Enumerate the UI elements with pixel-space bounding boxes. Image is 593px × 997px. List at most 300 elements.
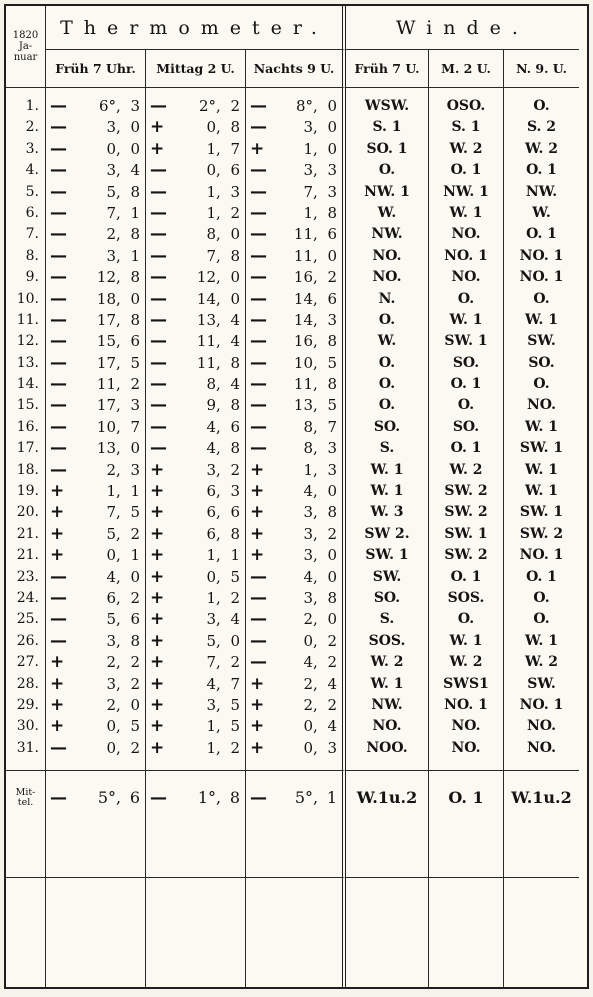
temp-sign: — bbox=[50, 438, 67, 459]
temp-comma: , bbox=[216, 567, 221, 586]
day-number: 1. bbox=[25, 98, 39, 114]
temp-cell bbox=[46, 502, 145, 523]
temp-integer: 14 bbox=[293, 289, 313, 308]
temp-sign: — bbox=[150, 96, 167, 116]
day-number: 23. bbox=[16, 568, 39, 585]
temp-cell bbox=[146, 160, 245, 181]
temp-sign: + bbox=[50, 694, 65, 715]
temp-comma: , bbox=[116, 460, 121, 479]
temp-decimal: 0 bbox=[130, 695, 140, 714]
temp-cell bbox=[146, 502, 245, 523]
temp-sign: — bbox=[150, 181, 167, 202]
temp-sign: — bbox=[50, 138, 67, 159]
wind-cell: O. bbox=[378, 376, 396, 393]
temp-sign: — bbox=[250, 331, 267, 352]
temp-decimal: 8 bbox=[130, 268, 140, 287]
temp-integer: 18 bbox=[96, 289, 116, 308]
temp-integer: 13 bbox=[96, 439, 116, 458]
temp-cell bbox=[146, 738, 245, 759]
temp-comma: , bbox=[116, 139, 121, 158]
mean-wind-value: W.1u.2 bbox=[356, 788, 418, 807]
temp-comma: , bbox=[216, 695, 221, 714]
temp-comma: , bbox=[116, 332, 121, 351]
temp-decimal: 8 bbox=[327, 588, 337, 607]
temp-sign: — bbox=[250, 160, 267, 181]
temp-comma: , bbox=[216, 631, 221, 650]
temp-integer: 0 bbox=[206, 118, 216, 137]
temp-cell bbox=[146, 96, 245, 117]
temp-integer: 2 bbox=[106, 225, 116, 244]
temp-integer: 5 bbox=[106, 182, 116, 201]
temp-cell bbox=[246, 395, 342, 416]
temp-cell bbox=[246, 738, 342, 759]
temp-cell bbox=[46, 787, 145, 809]
temp-comma: , bbox=[216, 225, 221, 244]
temp-decimal: 2 bbox=[230, 653, 240, 672]
wind-cell: O. bbox=[533, 290, 550, 307]
temp-cell bbox=[246, 545, 342, 566]
temp-comma: , bbox=[116, 439, 121, 458]
temp-cell bbox=[46, 716, 145, 737]
wind-cell: W. 2 bbox=[449, 461, 483, 478]
temp-cell bbox=[146, 353, 245, 374]
winds-group-header: Winde. bbox=[346, 6, 579, 50]
temp-decimal: 0 bbox=[130, 289, 140, 308]
temp-comma: , bbox=[216, 375, 221, 394]
temp-integer: 8 bbox=[303, 439, 313, 458]
temp-comma: , bbox=[313, 182, 318, 201]
temp-decimal: 8 bbox=[327, 375, 337, 394]
temp-cell bbox=[46, 139, 145, 160]
wind-cell: W. 2 bbox=[370, 654, 404, 671]
day-number: 28. bbox=[16, 675, 39, 692]
mean-wind-value: W.1u.2 bbox=[511, 788, 572, 807]
year-month-header bbox=[6, 6, 46, 88]
wind-cell: W. bbox=[532, 204, 551, 221]
temp-integer: 2 bbox=[106, 653, 116, 672]
wind-cell: NO. bbox=[372, 269, 402, 286]
temp-sign: + bbox=[150, 117, 165, 138]
temp-integer: 11 bbox=[293, 246, 313, 265]
temp-comma: , bbox=[216, 588, 221, 607]
wind-cell: O. bbox=[378, 354, 396, 371]
temp-integer: 1 bbox=[106, 482, 116, 501]
temp-decimal: 3 bbox=[327, 182, 337, 201]
temp-cell bbox=[46, 567, 145, 588]
temp-decimal: 3 bbox=[327, 161, 337, 180]
temp-cell bbox=[46, 545, 145, 566]
wind-cell: SW. 1 bbox=[444, 333, 488, 350]
temp-decimal: 1 bbox=[130, 482, 140, 501]
night-wind-column bbox=[504, 88, 579, 771]
temp-decimal: 3 bbox=[230, 482, 240, 501]
wind-cell: W. 1 bbox=[370, 483, 404, 500]
temp-comma: , bbox=[216, 139, 221, 158]
temp-decimal: 5 bbox=[230, 695, 240, 714]
blank-cell bbox=[504, 878, 579, 987]
wind-cell: O. 1 bbox=[450, 568, 482, 585]
temp-integer: 3 bbox=[303, 503, 313, 522]
temp-decimal: 7 bbox=[130, 417, 140, 436]
temp-sign: + bbox=[150, 609, 165, 630]
temp-comma: , bbox=[116, 268, 121, 287]
mean-morning-wind bbox=[346, 771, 429, 878]
temp-decimal: 3 bbox=[327, 460, 337, 479]
wind-cell: O. 1 bbox=[450, 440, 482, 457]
temp-sign: + bbox=[250, 673, 265, 694]
wind-cell: NO. bbox=[372, 718, 402, 735]
day-number: 5. bbox=[25, 183, 39, 200]
temp-decimal: 0 bbox=[327, 610, 337, 629]
temp-sign: — bbox=[250, 224, 267, 245]
mean-label-line-2: tel. bbox=[17, 797, 34, 808]
temp-integer: 0 bbox=[206, 161, 216, 180]
temp-sign: — bbox=[50, 288, 67, 309]
temp-decimal: 5 bbox=[230, 567, 240, 586]
wind-cell: W. 2 bbox=[524, 654, 559, 671]
wind-cell: W. 1 bbox=[524, 632, 559, 649]
wind-cell: W. 1 bbox=[449, 204, 483, 221]
temp-integer: 4 bbox=[303, 653, 313, 672]
temp-decimal: 2 bbox=[230, 203, 240, 222]
temp-integer: 3 bbox=[206, 460, 216, 479]
temp-cell bbox=[146, 545, 245, 566]
temp-cell bbox=[46, 224, 145, 245]
temp-decimal: 2 bbox=[130, 738, 140, 757]
temp-cell bbox=[146, 787, 245, 809]
temp-cell bbox=[46, 674, 145, 695]
wind-cell: NO. bbox=[526, 739, 557, 756]
temp-integer: 10 bbox=[293, 353, 313, 372]
weather-table-sheet bbox=[4, 4, 589, 989]
day-number: 31. bbox=[16, 739, 39, 756]
temp-integer: 11 bbox=[196, 332, 216, 351]
wind-cell: SO. bbox=[452, 418, 480, 435]
wind-cell: NO. bbox=[526, 397, 557, 414]
temp-sign: — bbox=[50, 566, 67, 587]
temp-cell bbox=[46, 289, 145, 310]
temp-cell bbox=[246, 139, 342, 160]
mean-label-line-1: Mit- bbox=[15, 787, 36, 798]
wind-cell: SW. bbox=[527, 675, 556, 692]
temp-cell bbox=[246, 631, 342, 652]
temp-integer: 17 bbox=[96, 396, 116, 415]
blank-cell bbox=[346, 878, 429, 987]
temp-integer: 10 bbox=[96, 417, 116, 436]
day-number: 20. bbox=[16, 504, 39, 521]
wind-cell: SW. 1 bbox=[444, 525, 488, 542]
temp-cell bbox=[146, 631, 245, 652]
temp-sign: + bbox=[150, 502, 165, 523]
wind-cell: O. 1 bbox=[450, 376, 482, 393]
temp-comma: , bbox=[116, 203, 121, 222]
wind-cell: NW. bbox=[371, 226, 403, 243]
blank-cell bbox=[6, 878, 46, 987]
day-number: 19. bbox=[16, 483, 39, 500]
temp-comma: , bbox=[116, 289, 121, 308]
temp-cell bbox=[146, 588, 245, 609]
temp-integer: 14 bbox=[293, 310, 313, 329]
temp-comma: , bbox=[313, 268, 318, 287]
temp-decimal: 8 bbox=[230, 353, 240, 372]
day-number: 14. bbox=[16, 376, 39, 393]
temp-cell bbox=[146, 567, 245, 588]
temp-comma: , bbox=[216, 353, 221, 372]
temp-decimal: 4 bbox=[327, 717, 337, 736]
temp-cell bbox=[246, 117, 342, 138]
temp-sign: — bbox=[150, 416, 167, 437]
temp-integer: 1 bbox=[206, 203, 216, 222]
temp-comma: , bbox=[313, 439, 318, 458]
temp-sign: + bbox=[250, 716, 265, 737]
temp-decimal: 8 bbox=[327, 332, 337, 351]
temp-cell bbox=[146, 182, 245, 203]
temp-sign: — bbox=[50, 395, 67, 416]
temp-comma: , bbox=[116, 653, 121, 672]
temp-integer: 3 bbox=[303, 588, 313, 607]
temp-decimal: 6 bbox=[129, 788, 140, 807]
temp-decimal: 8 bbox=[130, 182, 140, 201]
temp-comma: , bbox=[116, 631, 121, 650]
temp-sign: + bbox=[250, 481, 265, 502]
temp-decimal: 3 bbox=[327, 310, 337, 329]
temp-sign: — bbox=[150, 160, 167, 181]
wind-cell: SW. 1 bbox=[519, 440, 564, 457]
temp-cell bbox=[246, 267, 342, 288]
day-number: 27. bbox=[16, 654, 39, 671]
temp-sign: — bbox=[50, 374, 67, 395]
temp-integer: 4 bbox=[206, 674, 216, 693]
temp-comma: , bbox=[313, 332, 318, 351]
temp-comma: , bbox=[313, 417, 318, 436]
temp-integer: 3 bbox=[106, 246, 116, 265]
temp-cell bbox=[46, 203, 145, 224]
temp-decimal: 7 bbox=[230, 139, 240, 158]
temp-comma: , bbox=[313, 225, 318, 244]
temp-cell bbox=[46, 481, 145, 502]
temp-decimal: 4 bbox=[230, 375, 240, 394]
temp-sign: + bbox=[250, 545, 265, 566]
temp-decimal: 0 bbox=[230, 268, 240, 287]
temp-decimal: 1 bbox=[230, 546, 240, 565]
month-label-line-2: nuar bbox=[13, 52, 38, 63]
temp-decimal: 2 bbox=[130, 674, 140, 693]
temp-comma: , bbox=[313, 353, 318, 372]
mean-wind-value: O. 1 bbox=[448, 788, 484, 807]
temp-decimal: 3 bbox=[130, 97, 140, 115]
temp-sign: — bbox=[50, 788, 67, 808]
temp-integer: 2 bbox=[106, 695, 116, 714]
temp-integer: 0 bbox=[106, 717, 116, 736]
temp-decimal: 5 bbox=[230, 717, 240, 736]
temp-integer: 0 bbox=[206, 567, 216, 586]
temp-sign: — bbox=[150, 352, 167, 373]
wind-cell: W. 1 bbox=[370, 675, 404, 692]
day-number: 16. bbox=[16, 418, 39, 435]
temp-sign: + bbox=[150, 737, 165, 758]
temp-sign: + bbox=[150, 652, 165, 673]
temp-cell bbox=[146, 331, 245, 352]
temp-integer: 16 bbox=[293, 268, 313, 287]
temp-comma: , bbox=[116, 610, 121, 629]
temp-sign: — bbox=[250, 652, 267, 673]
day-number: 24. bbox=[16, 589, 39, 606]
temp-decimal: 7 bbox=[230, 674, 240, 693]
temp-decimal: 8 bbox=[230, 439, 240, 458]
temp-cell bbox=[246, 331, 342, 352]
temp-decimal: 4 bbox=[327, 674, 337, 693]
blank-cell bbox=[146, 878, 246, 987]
temp-integer: 4 bbox=[106, 567, 116, 586]
temp-decimal: 0 bbox=[130, 139, 140, 158]
temp-decimal: 6 bbox=[130, 332, 140, 351]
temp-comma: , bbox=[216, 182, 221, 201]
temp-decimal: 8 bbox=[229, 788, 240, 807]
temp-decimal: 8 bbox=[230, 118, 240, 137]
temp-cell bbox=[46, 374, 145, 395]
temp-sign: + bbox=[50, 673, 65, 694]
temp-cell bbox=[46, 524, 145, 545]
temp-comma: , bbox=[216, 546, 221, 565]
temp-cell bbox=[146, 460, 245, 481]
temp-cell bbox=[146, 246, 245, 267]
day-number: 4. bbox=[25, 162, 39, 179]
temp-cell bbox=[146, 674, 245, 695]
wind-cell: W. bbox=[377, 333, 397, 350]
temp-decimal: 0 bbox=[327, 482, 337, 501]
wind-cell: W. 1 bbox=[524, 483, 559, 500]
temp-comma: , bbox=[216, 332, 221, 351]
temp-cell bbox=[46, 588, 145, 609]
temp-cell bbox=[46, 738, 145, 759]
temp-decimal: 0 bbox=[327, 567, 337, 586]
temp-comma: , bbox=[216, 482, 221, 501]
temp-decimal: 0 bbox=[327, 546, 337, 565]
temp-integer: 0 bbox=[303, 631, 313, 650]
temp-sign: + bbox=[150, 459, 165, 480]
temp-decimal: 7 bbox=[327, 417, 337, 436]
wind-cell: W. bbox=[377, 204, 397, 221]
temp-decimal: 8 bbox=[130, 225, 140, 244]
temp-integer: 2 bbox=[106, 460, 116, 479]
temp-sign: — bbox=[50, 267, 67, 288]
temp-integer: 3 bbox=[106, 118, 116, 137]
temp-sign: + bbox=[150, 673, 165, 694]
temp-decimal: 0 bbox=[327, 97, 337, 115]
wind-cell: SW. 2 bbox=[444, 483, 488, 500]
temp-cell bbox=[46, 353, 145, 374]
temp-sign: + bbox=[150, 587, 165, 608]
temp-sign: — bbox=[250, 566, 267, 587]
wind-cell: SW 2. bbox=[364, 525, 410, 542]
temp-sign: — bbox=[150, 438, 167, 459]
wind-cell: WSW. bbox=[364, 98, 410, 114]
temp-sign: — bbox=[50, 245, 67, 266]
temp-sign: + bbox=[50, 545, 65, 566]
temp-decimal: 0 bbox=[327, 118, 337, 137]
temp-sign: — bbox=[50, 309, 67, 330]
wind-cell: NW. 1 bbox=[443, 183, 489, 200]
temp-integer: 2° bbox=[198, 97, 216, 115]
temp-comma: , bbox=[116, 546, 121, 565]
day-column bbox=[6, 88, 46, 771]
temp-sign: + bbox=[150, 566, 165, 587]
temp-decimal: 4 bbox=[230, 310, 240, 329]
temp-integer: 4 bbox=[303, 482, 313, 501]
temp-integer: 3 bbox=[303, 546, 313, 565]
wind-cell: NO. 1 bbox=[519, 269, 564, 286]
temp-sign: — bbox=[50, 96, 67, 116]
temp-integer: 8 bbox=[206, 375, 216, 394]
temp-decimal: 2 bbox=[327, 695, 337, 714]
temp-comma: , bbox=[313, 653, 318, 672]
temp-integer: 1 bbox=[206, 738, 216, 757]
temp-decimal: 6 bbox=[230, 161, 240, 180]
temp-integer: 1 bbox=[303, 139, 313, 158]
temp-decimal: 6 bbox=[327, 225, 337, 244]
wind-cell: NO. bbox=[451, 226, 481, 243]
temp-sign: — bbox=[150, 309, 167, 330]
temp-sign: — bbox=[250, 117, 267, 138]
temp-cell bbox=[46, 267, 145, 288]
temp-cell bbox=[246, 716, 342, 737]
temp-cell bbox=[46, 609, 145, 630]
blank-cell bbox=[246, 878, 346, 987]
day-number: 13. bbox=[16, 354, 39, 371]
day-number: 9. bbox=[25, 269, 39, 286]
wind-cell: O. 1 bbox=[526, 568, 557, 585]
temp-comma: , bbox=[116, 717, 121, 736]
mean-night-temp bbox=[246, 771, 346, 878]
temp-integer: 8° bbox=[295, 97, 313, 115]
temp-comma: , bbox=[313, 695, 318, 714]
temp-comma: , bbox=[313, 674, 318, 693]
wind-cell: O. 1 bbox=[526, 226, 557, 243]
day-number: 8. bbox=[25, 247, 39, 264]
col-header-morning-temp: Früh 7 Uhr. bbox=[46, 50, 146, 88]
temp-cell bbox=[46, 695, 145, 716]
temp-comma: , bbox=[216, 738, 221, 757]
temp-cell bbox=[146, 524, 245, 545]
temp-comma: , bbox=[116, 246, 121, 265]
temp-sign: + bbox=[250, 694, 265, 715]
temp-cell bbox=[146, 695, 245, 716]
temp-sign: + bbox=[50, 716, 65, 737]
temp-integer: 4 bbox=[206, 417, 216, 436]
temp-sign: — bbox=[50, 630, 67, 651]
wind-cell: SO. bbox=[373, 589, 401, 606]
temp-decimal: 6 bbox=[230, 417, 240, 436]
morning-wind-column bbox=[346, 88, 429, 771]
temp-sign: — bbox=[150, 288, 167, 309]
temp-cell bbox=[146, 609, 245, 630]
temp-cell bbox=[146, 374, 245, 395]
temp-cell bbox=[246, 289, 342, 310]
temp-sign: — bbox=[250, 630, 267, 651]
temp-cell bbox=[246, 674, 342, 695]
wind-cell: OSO. bbox=[446, 98, 486, 114]
temp-sign: + bbox=[150, 523, 165, 544]
temp-cell bbox=[46, 160, 145, 181]
temp-decimal: 8 bbox=[327, 203, 337, 222]
mean-noon-temp bbox=[146, 771, 246, 878]
temp-integer: 15 bbox=[96, 332, 116, 351]
temp-comma: , bbox=[216, 289, 221, 308]
temp-decimal: 0 bbox=[230, 631, 240, 650]
temp-integer: 0 bbox=[106, 738, 116, 757]
day-number: 11. bbox=[16, 311, 39, 328]
wind-cell: W. 1 bbox=[370, 461, 404, 478]
